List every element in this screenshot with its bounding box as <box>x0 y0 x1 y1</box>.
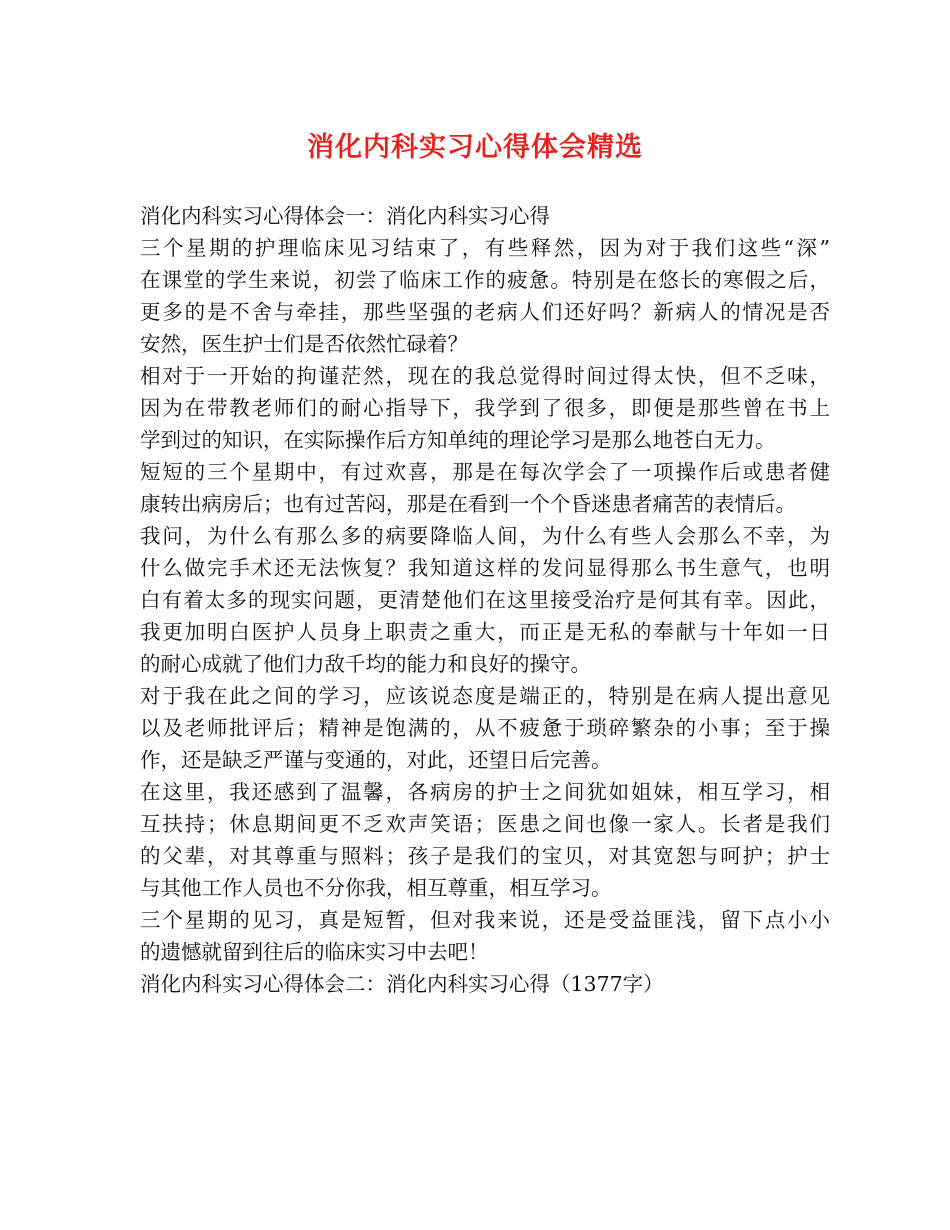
paragraph-line: 的遗憾就留到往后的临床实习中去吧！ <box>140 940 489 964</box>
paragraph-line: 消化内科实习心得体会一：消化内科实习心得 <box>140 204 550 228</box>
document-body <box>140 200 830 1000</box>
paragraph-line: 三个星期的护理临床见习结束了，有些释然，因为对于我们这些“深” <box>140 236 830 260</box>
paragraph-line: 短短的三个星期中，有过欢喜，那是在每次学会了一项操作后或患者健 <box>140 460 830 484</box>
paragraph-line: 在这里，我还感到了温馨，各病房的护士之间犹如姐妹，相互学习，相 <box>140 780 830 804</box>
paragraph-line: 消化内科实习心得体会二：消化内科实习心得（1377字） <box>140 972 664 996</box>
paragraph-line: 更多的是不舍与牵挂，那些坚强的老病人们还好吗？新病人的情况是否 <box>140 300 830 324</box>
paragraph-line: 对于我在此之间的学习，应该说态度是端正的，特别是在病人提出意见 <box>140 684 830 708</box>
paragraph-line: 互扶持；休息期间更不乏欢声笑语；医患之间也像一家人。长者是我们 <box>140 812 830 836</box>
paragraph-line: 相对于一开始的拘谨茫然，现在的我总觉得时间过得太快，但不乏味， <box>140 364 830 388</box>
paragraph-line: 在课堂的学生来说，初尝了临床工作的疲惫。特别是在悠长的寒假之后， <box>140 268 830 292</box>
paragraph-line: 因为在带教老师们的耐心指导下，我学到了很多，即便是那些曾在书上 <box>140 396 830 420</box>
paragraph-line: 安然，医生护士们是否依然忙碌着？ <box>140 332 468 356</box>
paragraph-line: 的耐心成就了他们力敌千均的能力和良好的操守。 <box>140 652 591 676</box>
paragraph-line: 作，还是缺乏严谨与变通的，对此，还望日后完善。 <box>140 748 612 772</box>
paragraph-line: 三个星期的见习，真是短暂，但对我来说，还是受益匪浅，留下点小小 <box>140 908 830 932</box>
paragraph-line: 康转出病房后；也有过苦闷，那是在看到一个个昏迷患者痛苦的表情后。 <box>140 492 796 516</box>
paragraph-line: 什么做完手术还无法恢复？我知道这样的发问显得那么书生意气，也明 <box>140 556 830 580</box>
paragraph-line: 我问，为什么有那么多的病要降临人间，为什么有些人会那么不幸，为 <box>140 524 830 548</box>
paragraph-line: 的父辈，对其尊重与照料；孩子是我们的宝贝，对其宽恕与呵护；护士 <box>140 844 830 868</box>
document-title: 消化内科实习心得体会精选 <box>307 132 643 163</box>
paragraph-line: 以及老师批评后；精神是饱满的，从不疲惫于琐碎繁杂的小事；至于操 <box>140 716 830 740</box>
paragraph-line: 白有着太多的现实问题，更清楚他们在这里接受治疗是何其有幸。因此， <box>140 588 830 612</box>
paragraph-line: 与其他工作人员也不分你我，相互尊重，相互学习。 <box>140 876 612 900</box>
paragraph-line: 我更加明白医护人员身上职责之重大，而正是无私的奉献与十年如一日 <box>140 620 830 644</box>
paragraph-line: 学到过的知识，在实际操作后方知单纯的理论学习是那么地苍白无力。 <box>140 428 776 452</box>
